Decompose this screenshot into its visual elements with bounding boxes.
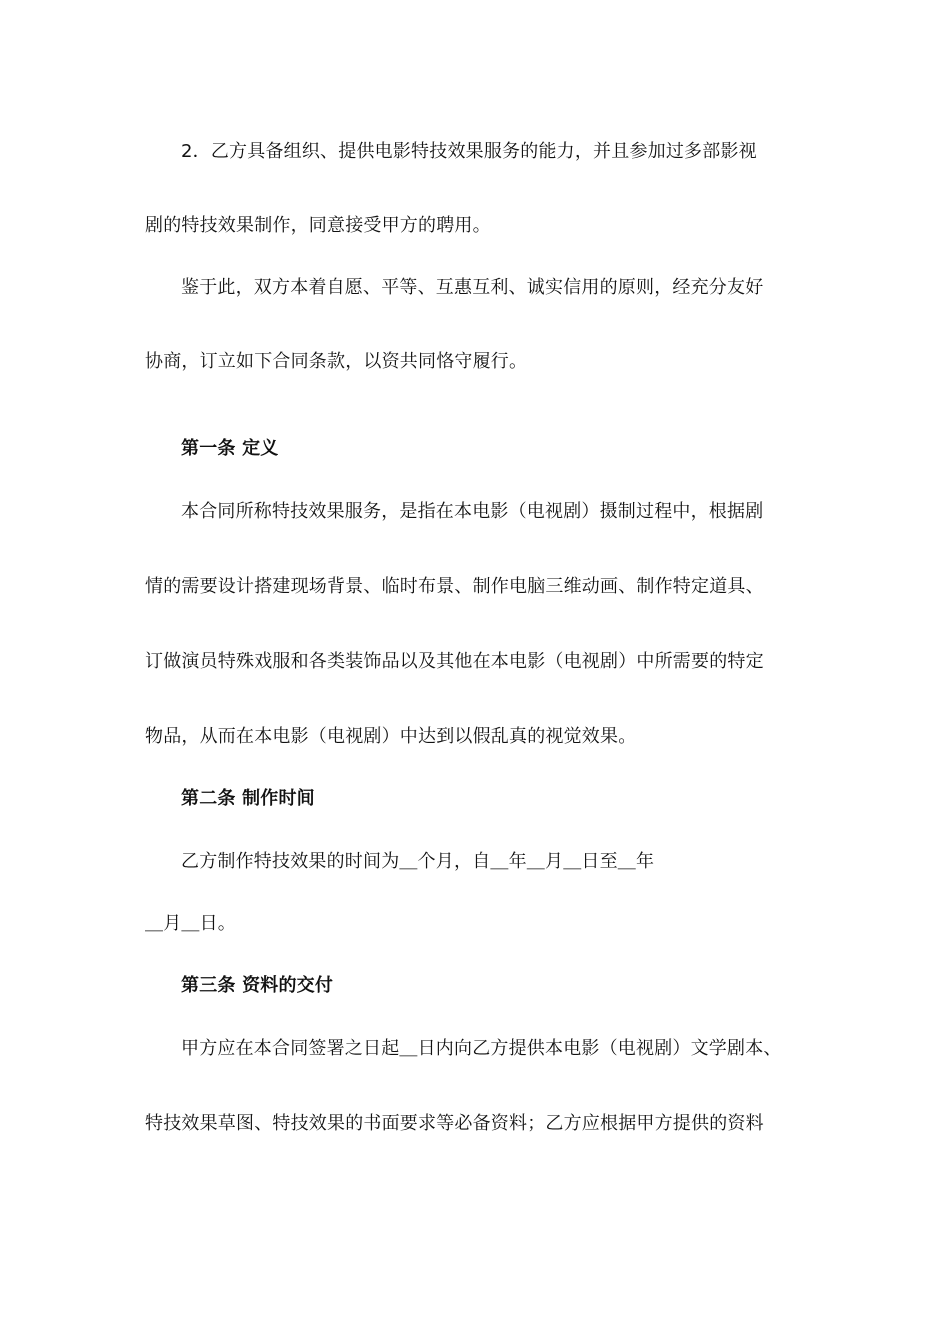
article2-line2: ＿月＿日。	[145, 913, 236, 934]
article2-line1: 乙方制作特技效果的时间为＿个月，自＿年＿月＿日至＿年	[181, 851, 655, 872]
article1-line4: 物品，从而在本电影（电视剧）中达到以假乱真的视觉效果。	[145, 726, 637, 747]
clause2-line1: 2．乙方具备组织、提供电影特技效果服务的能力，并且参加过多部影视	[181, 141, 757, 162]
article3-line1: 甲方应在本合同签署之日起＿日内向乙方提供本电影（电视剧）文学剧本、	[181, 1038, 782, 1059]
article1-line1: 本合同所称特技效果服务，是指在本电影（电视剧）摄制过程中，根据剧	[181, 501, 764, 522]
article3-line2: 特技效果草图、特技效果的书面要求等必备资料；乙方应根据甲方提供的资料	[145, 1113, 764, 1134]
article1-line2: 情的需要设计搭建现场背景、临时布景、制作电脑三维动画、制作特定道具、	[145, 576, 764, 597]
article1-title: 第一条 定义	[181, 438, 279, 459]
whereas-line1: 鉴于此，双方本着自愿、平等、互惠互利、诚实信用的原则，经充分友好	[181, 277, 764, 298]
clause2-line2: 剧的特技效果制作，同意接受甲方的聘用。	[145, 215, 491, 236]
whereas-line2: 协商，订立如下合同条款，以资共同恪守履行。	[145, 351, 528, 372]
article3-title: 第三条 资料的交付	[181, 975, 334, 996]
article2-title: 第二条 制作时间	[181, 788, 315, 809]
article1-line3: 订做演员特殊戏服和各类装饰品以及其他在本电影（电视剧）中所需要的特定	[145, 651, 764, 672]
